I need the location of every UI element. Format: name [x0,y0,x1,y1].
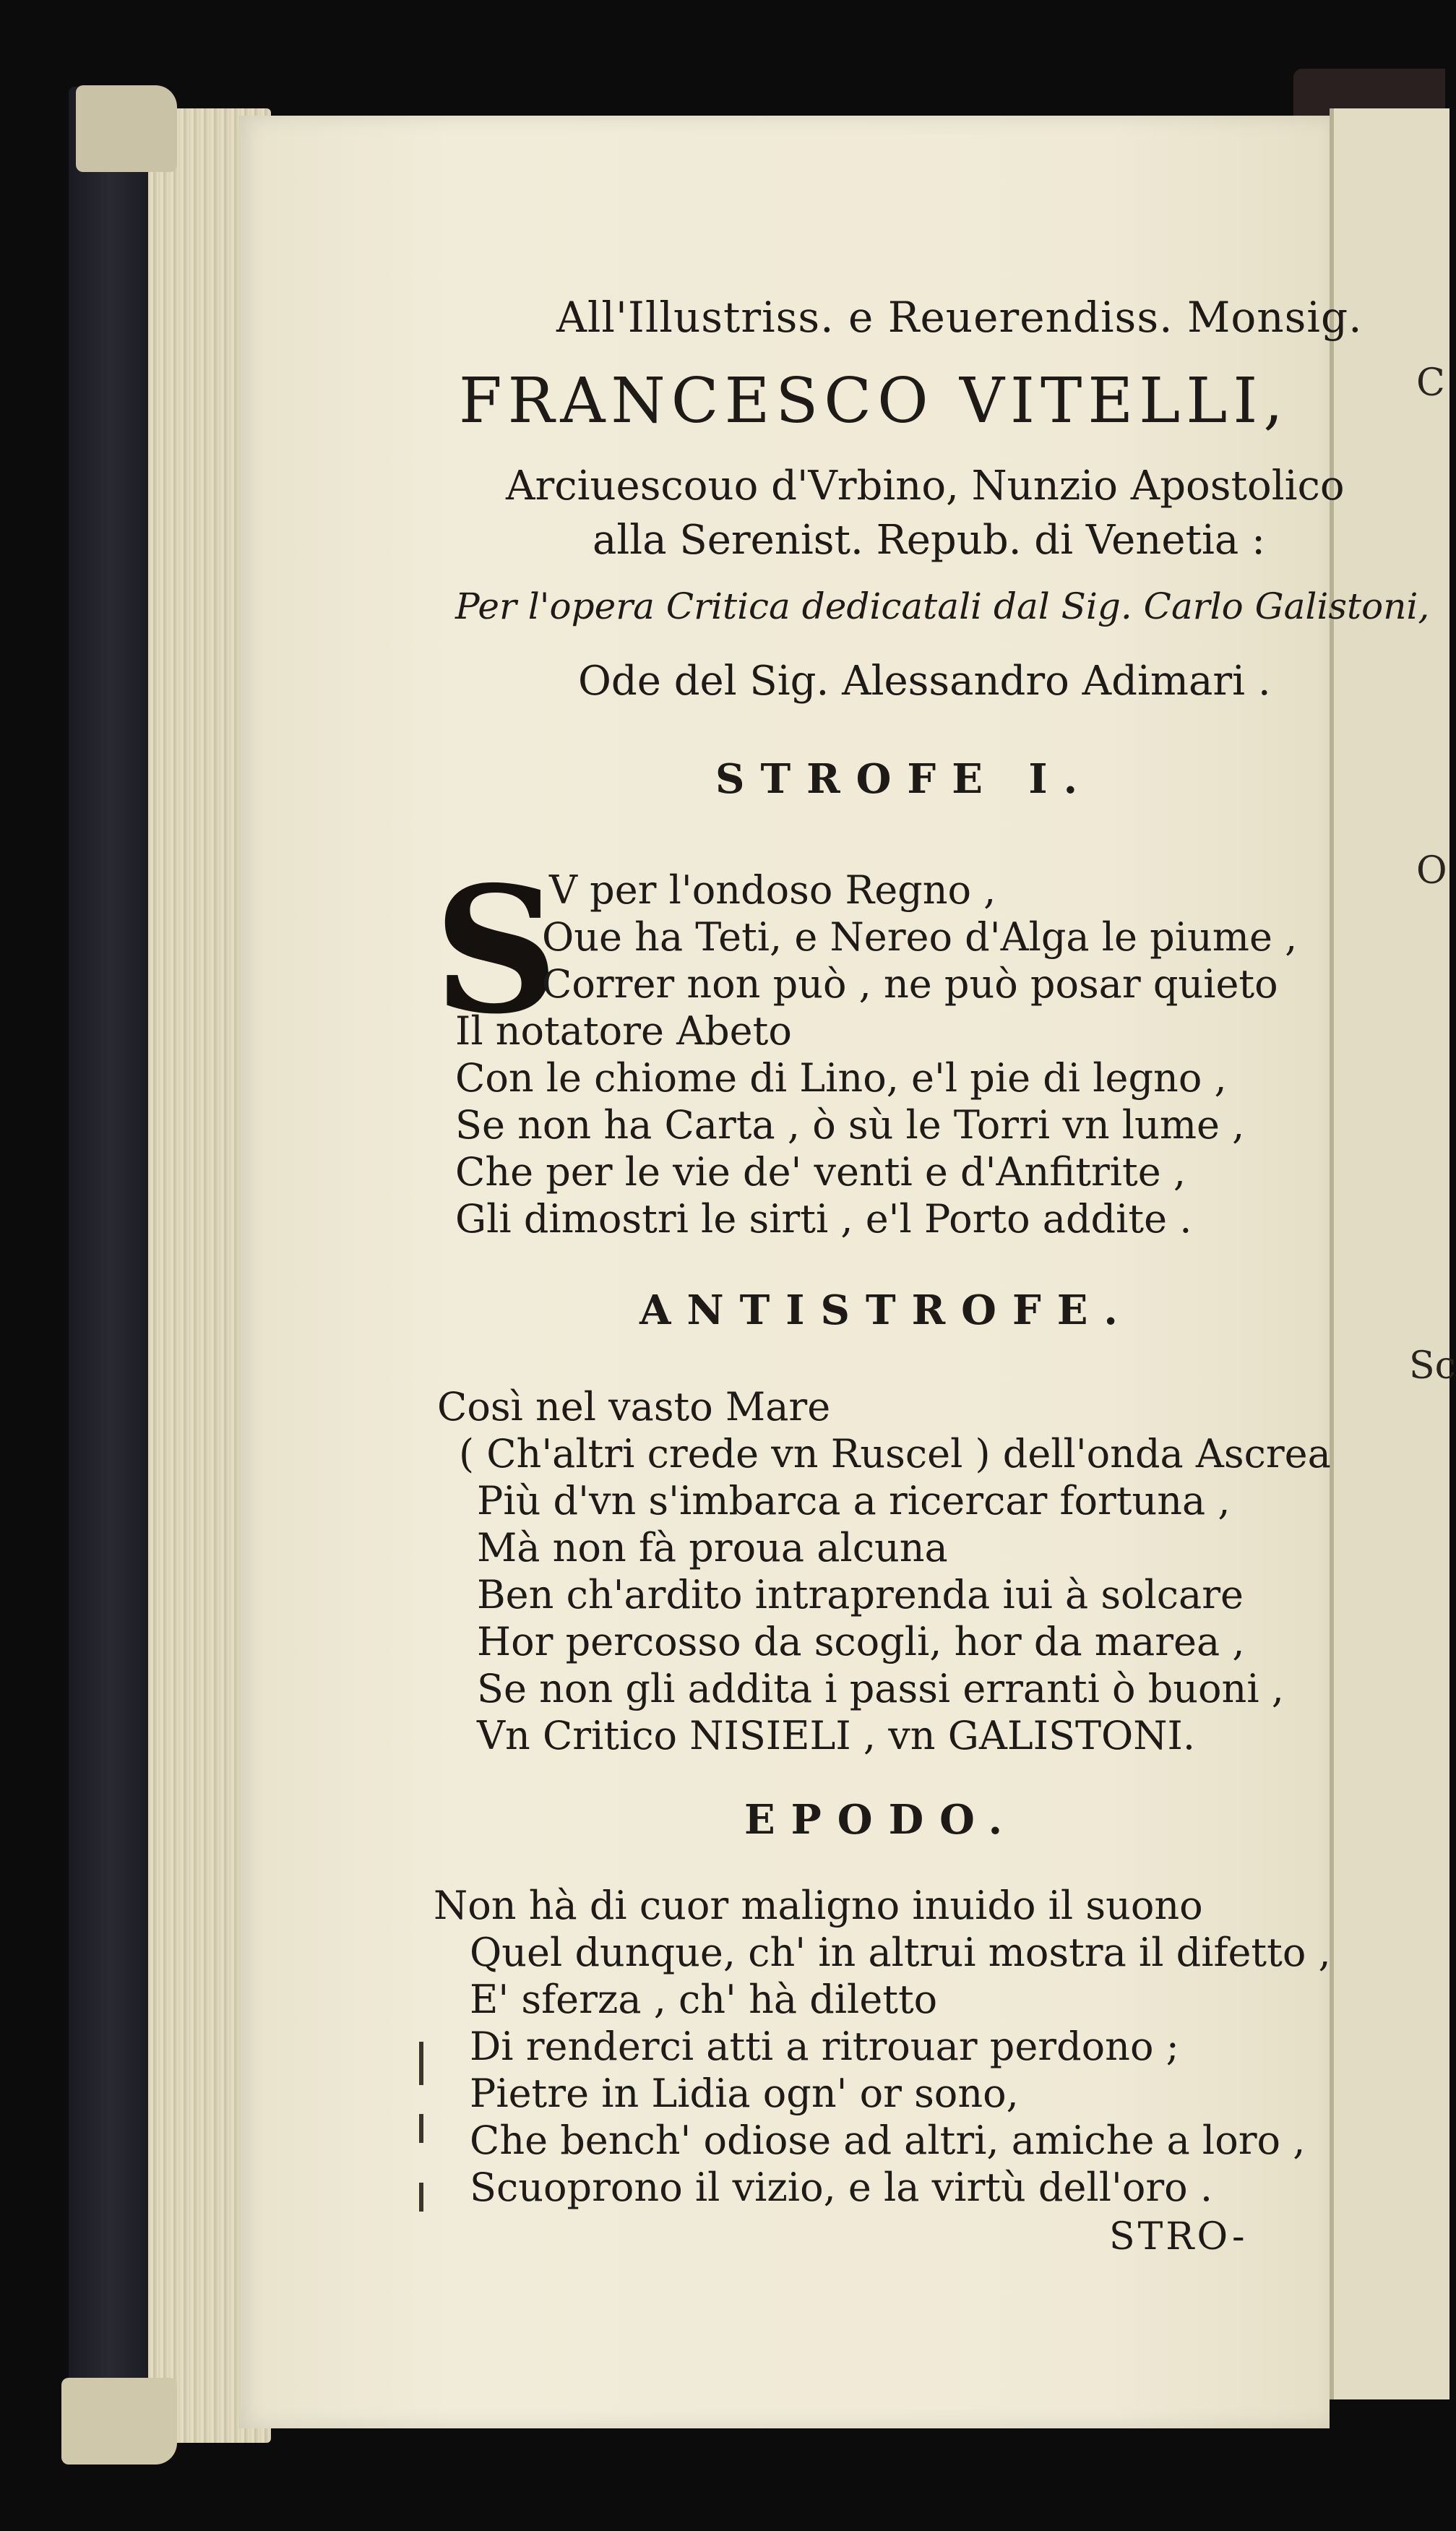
margin-bracket [419,2042,423,2085]
epodo-line: Di renderci atti a ritrouar perdono ; [470,2024,1179,2069]
strofe-line: V per l'ondoso Regno , [549,867,996,913]
strofe-line: Correr non può , ne può posar quieto [542,961,1278,1007]
antistrofe-line: Mà non fà proua alcuna [477,1525,948,1570]
strofe-line: Oue ha Teti, e Nereo d'Alga le piume , [542,914,1298,960]
clasp-top [76,85,177,172]
dropcap-letter: S [434,848,559,1052]
antistrofe-line: Più d'vn s'imbarca a ricercar fortuna , [477,1478,1231,1524]
epodo-line: Che bench' odiose ad altri, amiche a loro , [470,2118,1306,2163]
strofe-line: Se non ha Carta , ò sù le Torri vn lume , [455,1102,1245,1148]
facing-page-letter: Sc [1409,1344,1456,1388]
facing-page-letter: C [1416,361,1445,405]
antistrofe-line: ( Ch'altri crede vn Ruscel ) dell'onda Ascrea [459,1431,1331,1477]
dedication-office-line1: Arciuescouo d'Vrbino, Nunzio Apostolico [506,463,1345,510]
epodo-line: E' sferza , ch' hà diletto [470,1977,938,2022]
catchword: STRO- [1109,2215,1248,2259]
epodo-line: Quel dunque, ch' in altrui mostra il difetto , [470,1930,1331,1975]
clasp-bottom [61,2378,177,2465]
epodo-line: Scuoprono il vizio, e la virtù dell'oro . [470,2165,1212,2210]
epodo-line: Pietre in Lidia ogn' or sono, [470,2071,1019,2116]
dedication-author: Ode del Sig. Alessandro Adimari . [578,658,1271,705]
strofe-line: Gli dimostri le sirti , e'l Porto addite . [455,1196,1192,1242]
dedication-office-line2: alla Serenist. Repub. di Venetia : [593,517,1265,564]
antistrofe-heading: ANTISTROFE. [639,1286,1134,1334]
margin-bracket [419,2114,423,2143]
facing-page-letter: O [1416,849,1447,893]
strofe-line: Con le chiome di Lino, e'l pie di legno , [455,1055,1227,1101]
antistrofe-line: Hor percosso da scogli, hor da marea , [477,1619,1245,1664]
dedication-name: FRANCESCO VITELLI, [459,365,1289,437]
dedication-occasion: Per l'opera Critica dedicatali dal Sig. Carlo Galistoni, [455,585,1430,627]
antistrofe-line: Così nel vasto Mare [437,1384,831,1430]
facing-page [1330,108,1449,2399]
epodo-heading: EPODO. [744,1796,1019,1844]
strofe-heading: STROFE I. [715,755,1094,803]
strofe-line: Che per le vie de' venti e d'Anfitrite , [455,1149,1186,1195]
strofe-line: Il notatore Abeto [455,1008,792,1054]
dedication-salutation: All'Illustriss. e Reuerendiss. Monsig. [556,293,1363,342]
epodo-line: Non hà di cuor maligno inuido il suono [434,1883,1203,1928]
margin-bracket [419,2183,423,2212]
antistrofe-line: Vn Critico NISIELI , vn GALISTONI. [477,1713,1196,1758]
antistrofe-line: Ben ch'ardito intraprenda iui à solcare [477,1572,1244,1617]
book-page [238,116,1430,2428]
antistrofe-line: Se non gli addita i passi erranti ò buoni , [477,1666,1284,1711]
